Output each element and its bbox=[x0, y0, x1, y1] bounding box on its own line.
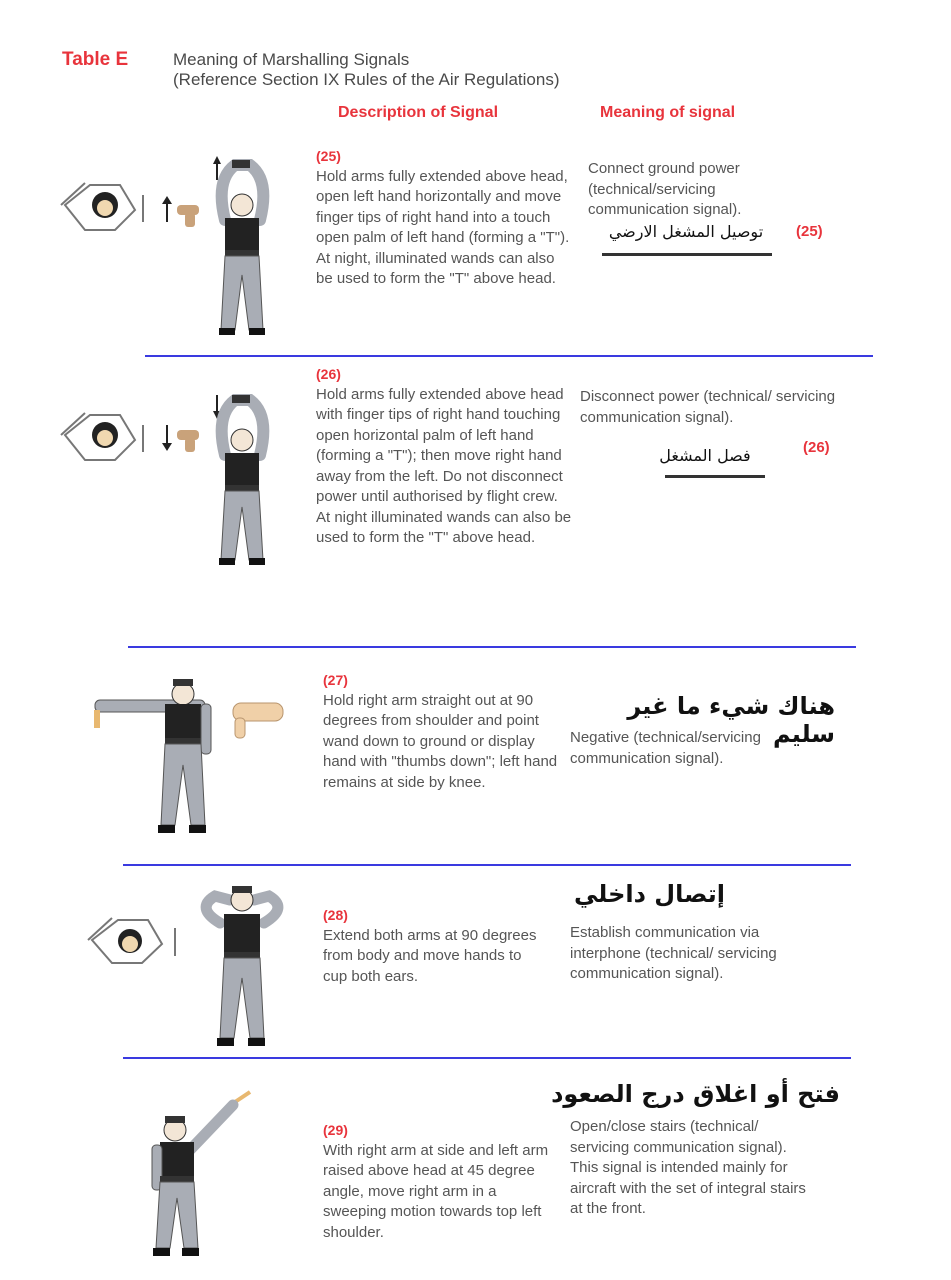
signal-28-meaning: Establish communication via interphone (technical/ servicing communication signal). bbox=[570, 924, 777, 982]
signal-28-arabic: إتصال داخلي bbox=[574, 880, 725, 908]
signal-26-description bbox=[316, 364, 572, 549]
signal-26-meaning: Disconnect power (technical/ servicing communication signal). bbox=[580, 388, 836, 426]
signal-28-description-text: Extend both arms at 90 degrees from body and move hands to cup both ears. bbox=[323, 926, 537, 985]
signal-29-meaning: Open/close stairs (technical/ servicing communication signal). This signal is intended mainly for aircraft with the set of integral stairs at the front. bbox=[570, 1118, 806, 1217]
hand-t-icon bbox=[177, 430, 199, 452]
cockpit-window-icon bbox=[61, 413, 143, 460]
marshaller-figure bbox=[94, 679, 211, 833]
row-divider bbox=[123, 864, 851, 866]
signal-25-arabic-underline bbox=[602, 253, 772, 256]
marshaller-figure bbox=[206, 886, 278, 1046]
row-divider bbox=[123, 1057, 851, 1059]
table-label: Table E bbox=[62, 49, 129, 70]
signal-27-description bbox=[323, 670, 563, 793]
signal-28-illustration bbox=[80, 878, 310, 1048]
signal-26-arabic: فصل المشغل bbox=[659, 446, 751, 465]
signal-29-number: (29) bbox=[323, 1122, 348, 1138]
marshaller-figure bbox=[213, 395, 265, 565]
signal-26-meaning-number: (26) bbox=[803, 439, 830, 456]
signal-29-illustration bbox=[130, 1090, 270, 1260]
signal-26-description-text: Hold arms fully extended above head with finger tips of right hand touching open horizontal palm of left hand (forming a "T"); then move right hand away from the left. Do not disconnect power until authorised by flight crew. At night illuminated wands can also be used to form the "T" above head. bbox=[316, 385, 572, 546]
signal-27-description-text: Hold right arm straight out at 90 degrees from shoulder and point wand down to ground or display hand with "thumbs down"; left hand remains at side by knee. bbox=[323, 691, 558, 791]
signal-25-meaning-number: (25) bbox=[796, 223, 823, 240]
signal-25-meaning: Connect ground power (technical/servicing communication signal). bbox=[588, 160, 742, 218]
arrow-up-icon bbox=[162, 196, 172, 222]
row-divider bbox=[145, 355, 873, 357]
signal-28-description bbox=[323, 905, 543, 987]
column-header-meaning: Meaning of signal bbox=[600, 104, 736, 121]
marshaller-figure bbox=[152, 1092, 250, 1256]
signal-27-illustration bbox=[85, 670, 295, 845]
signal-28-number: (28) bbox=[323, 907, 348, 923]
signal-25-description-text: Hold arms fully extended above head, open left hand horizontally and move finger tips of right hand into a touch open palm of left hand (forming a "T"). At night, illuminated wands can also be used to form the "T" above head. bbox=[316, 167, 570, 287]
arrow-down-icon bbox=[162, 425, 172, 451]
signal-29-arabic: فتح أو اغلاق درج الصعود bbox=[551, 1080, 840, 1108]
signal-25-arabic: توصيل المشغل الارضي bbox=[608, 222, 764, 241]
signal-25-number: (25) bbox=[316, 148, 341, 164]
signal-27-arabic: هناك شيء ما غير سليم bbox=[627, 692, 835, 748]
row-divider bbox=[128, 646, 856, 648]
signal-25-description bbox=[316, 146, 572, 290]
thumbs-down-icon bbox=[233, 703, 283, 738]
signal-29-description-text: With right arm at side and left arm raised above head at 45 degree angle, move right arm in a sweeping motion towards top left shoulder. bbox=[323, 1141, 549, 1241]
marshaller-figure bbox=[213, 156, 265, 335]
signal-29-description bbox=[323, 1120, 563, 1243]
table-title bbox=[173, 50, 559, 90]
signal-26-illustration bbox=[55, 385, 295, 575]
hand-t-icon bbox=[177, 205, 199, 227]
title-line-1: Meaning of Marshalling Signals bbox=[173, 50, 410, 69]
signal-27-number: (27) bbox=[323, 672, 348, 688]
signal-27-meaning: Negative (technical/servicing communication signal). bbox=[570, 729, 761, 767]
cockpit-window-icon bbox=[88, 918, 175, 963]
cockpit-window-icon bbox=[61, 183, 143, 230]
column-header-description: Description of Signal bbox=[338, 104, 499, 121]
title-line-2: (Reference Section IX Rules of the Air Regulations) bbox=[173, 70, 560, 89]
signal-26-arabic-underline bbox=[665, 475, 765, 478]
signal-25-illustration bbox=[55, 150, 295, 345]
signal-26-number: (26) bbox=[316, 366, 341, 382]
